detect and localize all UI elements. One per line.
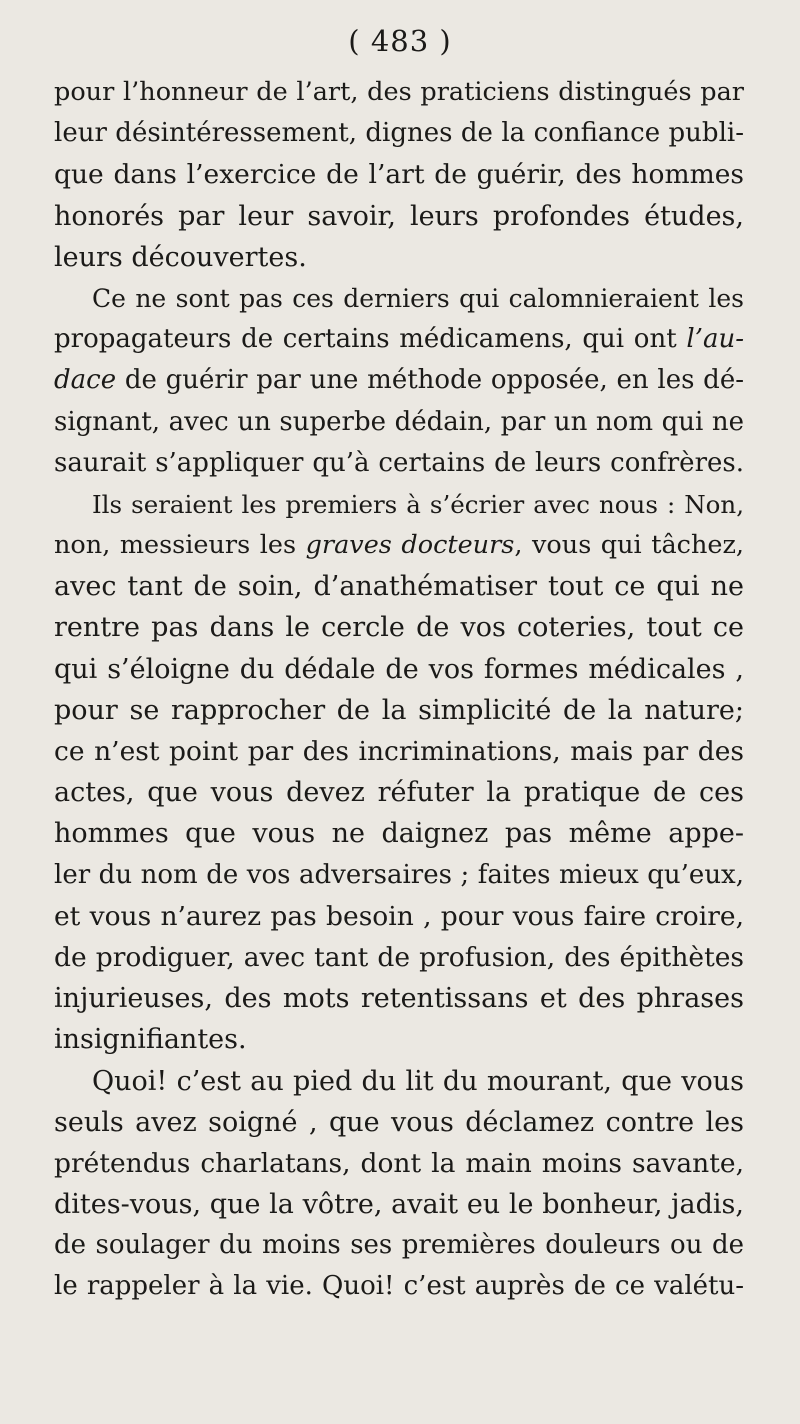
text-line: Ce ne sont pas ces derniers qui calomnieraient les xyxy=(92,283,744,313)
text-line: pour se rapprocher de la simplicité de la nature; xyxy=(54,694,744,726)
text-line xyxy=(54,319,744,360)
text-line: de prodiguer, avec tant de profusion, des épithètes xyxy=(54,941,744,973)
text-line: que dans l’exercice de l’art de guérir, des hommes xyxy=(54,159,744,191)
text-line: dites-vous, que la vôtre, avait eu le bonheur, jadis, xyxy=(54,1189,744,1221)
text-segment: propagateurs de certains médicamens, qui ont xyxy=(54,324,687,355)
text-line: insignifiantes. xyxy=(54,1024,247,1056)
text-segment: non, messieurs les xyxy=(54,530,306,561)
text-segment: de guérir par une méthode opposée, en les dé- xyxy=(116,365,744,396)
text-line: injurieuses, des mots retentissans et des phrases xyxy=(54,983,744,1015)
text-line xyxy=(54,525,744,566)
text-line: hommes que vous ne daignez pas même appe- xyxy=(54,818,744,850)
text-line: le rappeler à la vie. Quoi! c’est auprès de ce valétu- xyxy=(54,1271,744,1302)
text-line: ler du nom de vos adversaires ; faites mieux qu’eux, xyxy=(54,859,744,890)
page-number: ( 483 ) xyxy=(348,24,452,58)
text-line: rentre pas dans le cercle de vos coteries, tout ce xyxy=(54,612,744,644)
text-line: saurait s’appliquer qu’à certains de leurs confrères. xyxy=(54,447,744,478)
text-line xyxy=(54,360,744,401)
text-line: ce n’est point par des incriminations, mais par des xyxy=(54,736,744,767)
text-line: prétendus charlatans, dont la main moins savante, xyxy=(54,1147,744,1179)
text-line: avec tant de soin, d’anathématiser tout ce qui ne xyxy=(54,571,744,603)
text-line: honorés par leur savoir, leurs profondes études, xyxy=(54,200,744,232)
text-line: leur désintéressement, dignes de la confiance publi- xyxy=(54,118,744,149)
text-line: pour l’honneur de l’art, des praticiens distingués par xyxy=(54,77,744,107)
text-line: actes, que vous devez réfuter la pratique de ces xyxy=(54,777,744,809)
italic-word: l’au- xyxy=(686,324,744,355)
text-line: signant, avec un superbe dédain, par un nom qui ne xyxy=(54,406,744,437)
text-line: et vous n’aurez pas besoin , pour vous faire croire, xyxy=(54,900,744,932)
text-line: de soulager du moins ses premières douleurs ou de xyxy=(54,1230,744,1261)
italic-phrase: graves docteurs xyxy=(305,530,515,561)
text-line: Quoi! c’est au pied du lit du mourant, que vous xyxy=(92,1065,744,1097)
text-segment: , vous qui tâchez, xyxy=(514,530,744,561)
text-line: qui s’éloigne du dédale de vos formes médicales , xyxy=(54,653,744,685)
italic-word: dace xyxy=(54,365,117,396)
body-text xyxy=(54,72,744,1308)
text-line: Ils seraient les premiers à s’écrier avec nous : Non, xyxy=(92,489,744,519)
text-line: seuls avez soigné , que vous déclamez contre les xyxy=(54,1106,744,1138)
text-line: leurs découvertes. xyxy=(54,241,307,273)
